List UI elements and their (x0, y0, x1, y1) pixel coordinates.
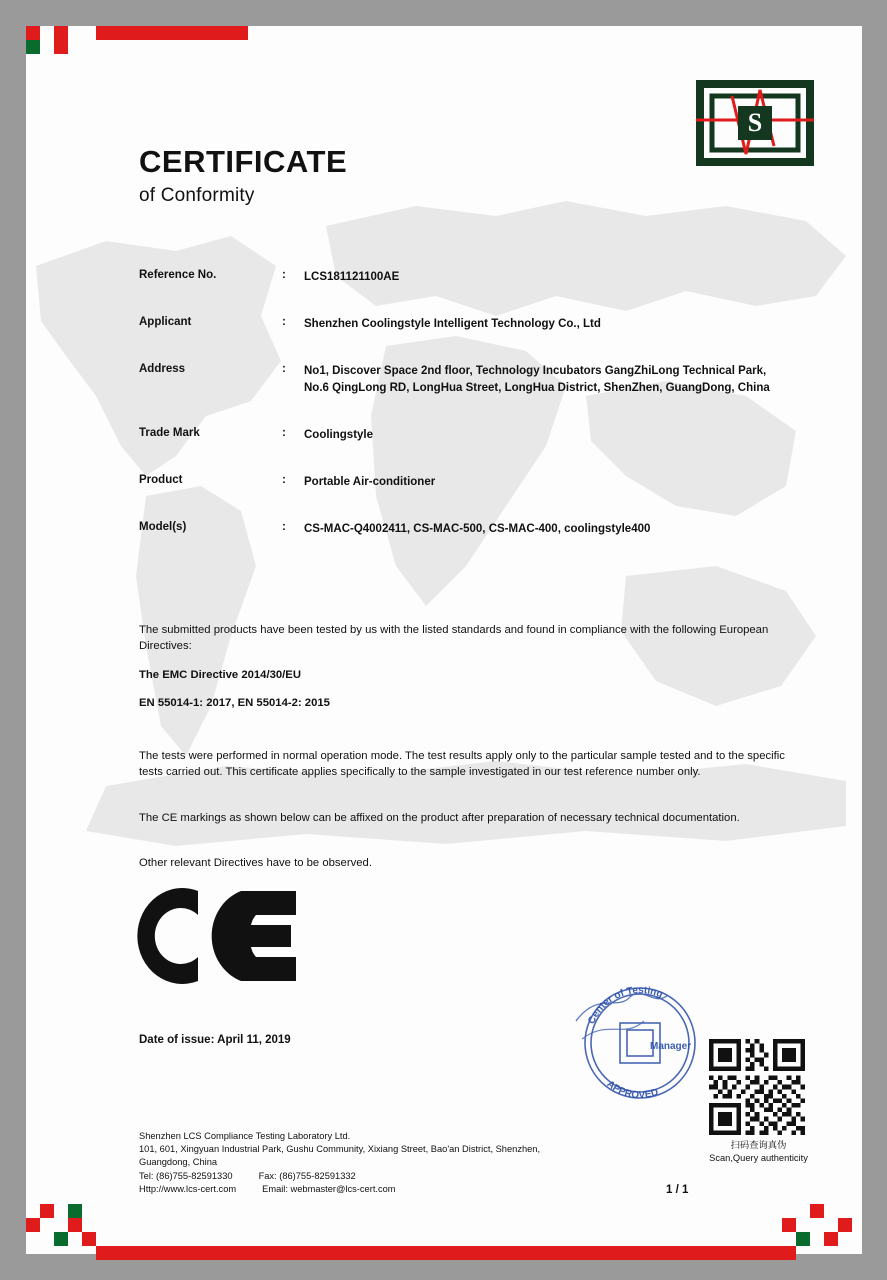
footer-contacts-row-2 (139, 1183, 659, 1196)
qr-caption-cn: 扫码查询真伪 (730, 1140, 787, 1150)
qr-caption (686, 1139, 831, 1164)
standards-list: EN 55014-1: 2017, EN 55014-2: 2015 (139, 697, 330, 709)
footer-block (139, 1130, 659, 1196)
ce-marking-paragraph: The CE markings as shown below can be affixed on the product after preparation of necessary technical documentation. (139, 812, 740, 824)
qr-code (709, 1039, 805, 1135)
field-label: Trade Mark (139, 427, 200, 440)
field-colon: : (282, 315, 286, 328)
field-colon: : (282, 427, 286, 440)
certificate-heading (139, 146, 347, 207)
page-title: CERTIFICATE (139, 144, 348, 179)
field-value: Portable Air-conditioner (304, 476, 436, 489)
field-row-models (139, 521, 789, 539)
field-value: Coolingstyle (304, 429, 374, 442)
field-value: No1, Discover Space 2nd floor, Technology Incubators GangZhiLong Technical Park, No.6 QingLong RD, LongHua Street, LongHua District, ShenZhen, GuangDong, China (304, 364, 770, 395)
stamp-ring-bottom-text: APPROVED (604, 1078, 660, 1102)
top-red-bar (96, 26, 248, 40)
field-row-applicant (139, 316, 789, 334)
stamp-manager-text: Manager (650, 1041, 692, 1052)
date-of-issue: Date of issue: April 11, 2019 (139, 1034, 291, 1046)
field-value: CS-MAC-Q4002411, CS-MAC-500, CS-MAC-400, coolingstyle400 (304, 522, 651, 535)
field-colon: : (282, 269, 286, 281)
bottom-red-bar (96, 1246, 796, 1260)
field-value: Shenzhen Coolingstyle Intelligent Technology Co., Ltd (304, 317, 601, 330)
svg-text:APPROVED (604, 1079, 659, 1102)
page-number: 1 / 1 (666, 1184, 689, 1196)
field-label: Address (139, 362, 186, 375)
footer-website[interactable]: Http://www.lcs-cert.com (139, 1183, 237, 1194)
field-row-reference-no (139, 269, 789, 287)
field-label: Reference No. (139, 269, 217, 281)
footer-contacts-row-1 (139, 1170, 659, 1183)
field-label: Applicant (139, 315, 192, 328)
qr-caption-en: Scan,Query authenticity (709, 1152, 808, 1163)
field-row-address (139, 363, 789, 399)
footer-fax: Fax: (86)755-82591332 (258, 1170, 356, 1181)
field-value: LCS181121100AE (304, 271, 400, 283)
field-label: Product (139, 474, 183, 487)
other-directives-paragraph: Other relevant Directives have to be observed. (139, 857, 372, 869)
stamp-ring-top-text: Center of Testing (586, 984, 665, 1026)
svg-text:S: S (747, 108, 763, 137)
footer-tel: Tel: (86)755-82591330 (139, 1170, 233, 1181)
compliance-statement: The submitted products have been tested by us with the listed standards and found in compliance with the following European Directives: (139, 623, 769, 652)
emc-directive: The EMC Directive 2014/30/EU (139, 669, 301, 681)
test-conditions-paragraph: The tests were performed in normal operation mode. The test results apply only to the particular sample tested and to the specific tests carried out. This certificate applies specifically to the sample investigated in our test reference number only. (139, 750, 785, 779)
ce-mark-icon (136, 881, 306, 991)
certificate-sheet (26, 26, 862, 1254)
svg-text:Center of Testing (586, 985, 664, 1026)
approval-stamp (558, 981, 723, 1106)
footer-address-line-1: 101, 601, Xingyuan Industrial Park, Gushu Community, Xixiang Street, Bao'an District, Shenzhen, (139, 1144, 541, 1155)
field-label: Model(s) (139, 520, 187, 533)
footer-company: Shenzhen LCS Compliance Testing Laboratory Ltd. (139, 1131, 351, 1141)
footer-email[interactable]: Email: webmaster@lcs-cert.com (262, 1183, 396, 1194)
page-subtitle: of Conformity (139, 184, 255, 206)
field-colon: : (282, 520, 286, 533)
footer-address-line-2: Guangdong, China (139, 1157, 218, 1168)
field-row-product (139, 474, 789, 492)
certificate-fields (139, 269, 789, 568)
field-colon: : (282, 474, 286, 487)
lcs-logo (696, 80, 814, 166)
field-colon: : (282, 362, 286, 375)
field-row-trade-mark (139, 427, 789, 445)
